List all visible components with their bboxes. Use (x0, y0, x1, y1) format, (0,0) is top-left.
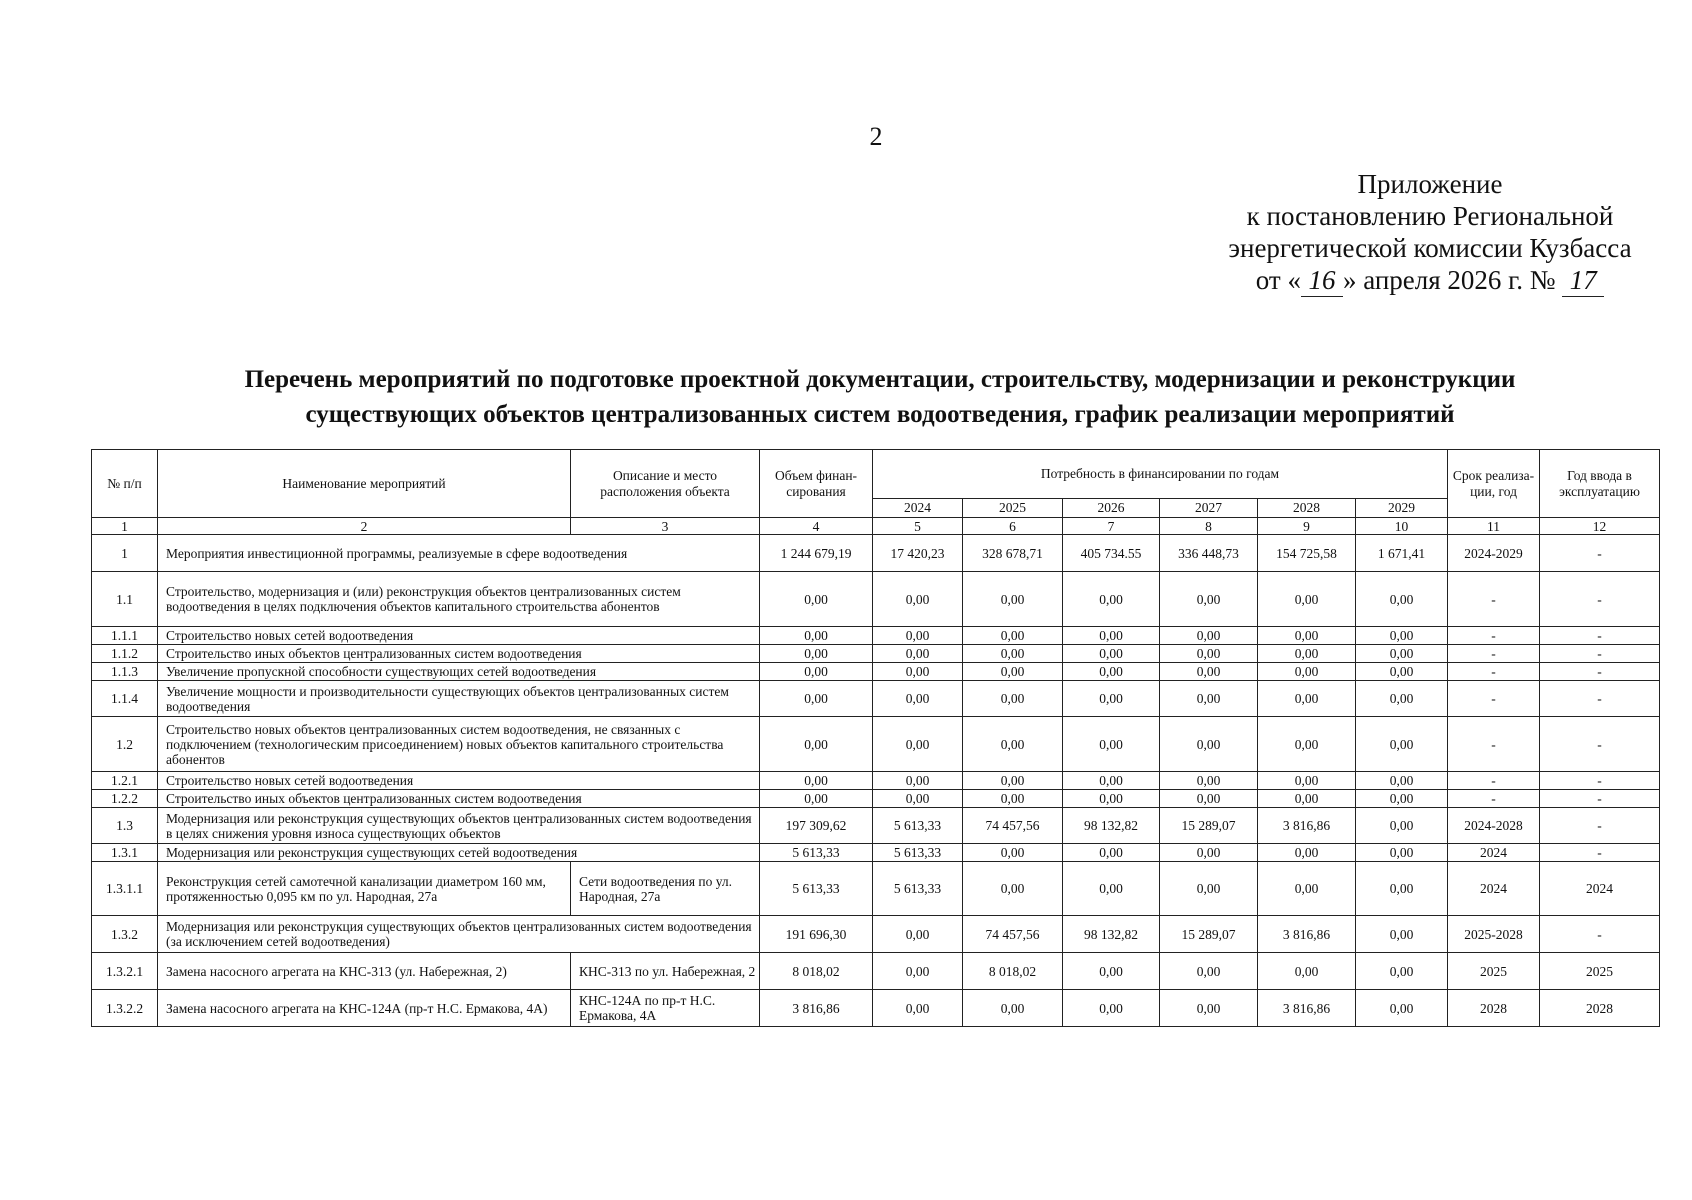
column-number-cell: 1 (92, 518, 158, 535)
table-row (92, 808, 1660, 844)
header-term: Срок реализа-ции, год (1448, 450, 1540, 518)
header-description: Описание и место расположения объекта (571, 450, 760, 518)
column-number-cell: 3 (571, 518, 760, 535)
year-financing-cell: 0,00 (1356, 645, 1448, 663)
financing-volume-cell: 0,00 (760, 663, 873, 681)
year-financing-cell: 0,00 (1258, 645, 1356, 663)
commission-year-cell: - (1540, 916, 1660, 953)
year-financing-cell: 0,00 (963, 681, 1063, 717)
year-financing-cell: 0,00 (873, 953, 963, 990)
commission-year-cell: - (1540, 790, 1660, 808)
year-financing-cell: 5 613,33 (873, 808, 963, 844)
year-financing-cell: 0,00 (1063, 990, 1160, 1027)
year-financing-cell: 0,00 (1160, 790, 1258, 808)
measure-name-cell: Строительство иных объектов централизованных систем водоотведения (158, 645, 760, 663)
table-row (92, 953, 1660, 990)
implementation-term-cell: 2028 (1448, 990, 1540, 1027)
implementation-term-cell: 2024-2029 (1448, 535, 1540, 572)
column-number-cell: 8 (1160, 518, 1258, 535)
year-financing-cell: 0,00 (963, 663, 1063, 681)
table-row (92, 790, 1660, 808)
title-line-2: существующих объектов централизованных систем водоотведения, график реализации мероприятий (305, 401, 1455, 428)
year-financing-cell: 98 132,82 (1063, 916, 1160, 953)
row-number-cell: 1.2.1 (92, 772, 158, 790)
column-number-cell: 4 (760, 518, 873, 535)
year-financing-cell: 98 132,82 (1063, 808, 1160, 844)
year-financing-cell: 0,00 (1160, 772, 1258, 790)
object-description-cell: КНС-124А по пр-т Н.С. Ермакова, 4А (571, 990, 760, 1027)
page-number: 2 (869, 122, 883, 151)
column-number-cell: 7 (1063, 518, 1160, 535)
row-number-cell: 1.1.2 (92, 645, 158, 663)
commission-year-cell: - (1540, 535, 1660, 572)
measure-name-cell: Мероприятия инвестиционной программы, реализуемые в сфере водоотведения (158, 535, 760, 572)
year-financing-cell: 0,00 (873, 717, 963, 772)
year-financing-cell: 0,00 (1258, 717, 1356, 772)
table-row (92, 772, 1660, 790)
year-financing-cell: 0,00 (1258, 862, 1356, 916)
implementation-term-cell: 2024 (1448, 844, 1540, 862)
year-financing-cell: 0,00 (1063, 862, 1160, 916)
year-financing-cell: 405 734.55 (1063, 535, 1160, 572)
column-number-cell: 9 (1258, 518, 1356, 535)
financing-volume-cell: 197 309,62 (760, 808, 873, 844)
year-financing-cell: 0,00 (873, 663, 963, 681)
financing-volume-cell: 1 244 679,19 (760, 535, 873, 572)
year-financing-cell: 0,00 (1160, 862, 1258, 916)
financing-volume-cell: 5 613,33 (760, 862, 873, 916)
commission-year-cell: 2028 (1540, 990, 1660, 1027)
year-financing-cell: 0,00 (1160, 663, 1258, 681)
financing-volume-cell: 0,00 (760, 645, 873, 663)
year-financing-cell: 0,00 (1258, 844, 1356, 862)
year-financing-cell: 0,00 (1063, 627, 1160, 645)
year-financing-cell: 0,00 (1356, 844, 1448, 862)
year-financing-cell: 0,00 (963, 844, 1063, 862)
header-year: 2029 (1356, 499, 1448, 518)
implementation-term-cell: - (1448, 572, 1540, 627)
row-number-cell: 1.2.2 (92, 790, 158, 808)
measure-name-cell: Строительство иных объектов централизованных систем водоотведения (158, 790, 760, 808)
year-financing-cell: 0,00 (1160, 645, 1258, 663)
year-financing-cell: 3 816,86 (1258, 808, 1356, 844)
year-financing-cell: 0,00 (1258, 790, 1356, 808)
row-number-cell: 1.3.2 (92, 916, 158, 953)
date-mid: » апреля 2026 г. № (1342, 265, 1556, 295)
row-number-cell: 1.1.3 (92, 663, 158, 681)
header-year: 2024 (873, 499, 963, 518)
measures-table (91, 449, 1660, 1027)
year-financing-cell: 74 457,56 (963, 808, 1063, 844)
handwritten-number: 17 (1562, 264, 1604, 297)
year-financing-cell: 3 816,86 (1258, 990, 1356, 1027)
table-row (92, 663, 1660, 681)
appendix-block (1200, 168, 1660, 297)
financing-volume-cell: 0,00 (760, 717, 873, 772)
measure-name-cell: Строительство новых сетей водоотведения (158, 772, 760, 790)
year-financing-cell: 1 671,41 (1356, 535, 1448, 572)
year-financing-cell: 0,00 (963, 627, 1063, 645)
row-number-cell: 1.3.1.1 (92, 862, 158, 916)
financing-volume-cell: 0,00 (760, 627, 873, 645)
table-row (92, 990, 1660, 1027)
year-financing-cell: 8 018,02 (963, 953, 1063, 990)
year-financing-cell: 0,00 (1356, 953, 1448, 990)
column-number-cell: 11 (1448, 518, 1540, 535)
commission-year-cell: - (1540, 645, 1660, 663)
header-year: 2028 (1258, 499, 1356, 518)
appendix-date-line (1200, 264, 1660, 297)
year-financing-cell: 0,00 (873, 572, 963, 627)
financing-volume-cell: 0,00 (760, 772, 873, 790)
year-financing-cell: 0,00 (873, 645, 963, 663)
financing-volume-cell: 0,00 (760, 790, 873, 808)
year-financing-cell: 0,00 (1356, 681, 1448, 717)
year-financing-cell: 0,00 (1258, 627, 1356, 645)
row-number-cell: 1.1.4 (92, 681, 158, 717)
column-number-cell: 12 (1540, 518, 1660, 535)
year-financing-cell: 0,00 (1356, 990, 1448, 1027)
year-financing-cell: 0,00 (1063, 790, 1160, 808)
column-number-row (92, 518, 1660, 535)
year-financing-cell: 0,00 (1063, 953, 1160, 990)
table-row (92, 627, 1660, 645)
year-financing-cell: 0,00 (873, 990, 963, 1027)
year-financing-cell: 0,00 (873, 772, 963, 790)
implementation-term-cell: - (1448, 681, 1540, 717)
commission-year-cell: 2024 (1540, 862, 1660, 916)
commission-year-cell: - (1540, 772, 1660, 790)
year-financing-cell: 0,00 (1356, 627, 1448, 645)
implementation-term-cell: - (1448, 627, 1540, 645)
year-financing-cell: 0,00 (873, 790, 963, 808)
date-prefix: от « (1255, 265, 1301, 295)
year-financing-cell: 0,00 (1258, 663, 1356, 681)
measure-name-cell: Строительство новых сетей водоотведения (158, 627, 760, 645)
table-row (92, 844, 1660, 862)
header-name: Наименование мероприятий (158, 450, 571, 518)
measure-name-cell: Реконструкция сетей самотечной канализации диаметром 160 мм, протяженностью 0,095 км по ул. Народная, 27а (158, 862, 571, 916)
year-financing-cell: 3 816,86 (1258, 916, 1356, 953)
commission-year-cell: - (1540, 572, 1660, 627)
year-financing-cell: 336 448,73 (1160, 535, 1258, 572)
year-financing-cell: 17 420,23 (873, 535, 963, 572)
year-financing-cell: 0,00 (1356, 717, 1448, 772)
year-financing-cell: 0,00 (1356, 916, 1448, 953)
header-volume: Объем финан-сирования (760, 450, 873, 518)
header-commission-year: Год ввода в эксплуатацию (1540, 450, 1660, 518)
measure-name-cell: Строительство, модернизация и (или) реконструкция объектов централизованных систем водоотведения в целях подключения объектов капитального строительства абонентов (158, 572, 760, 627)
header-no: № п/п (92, 450, 158, 518)
row-number-cell: 1.3.1 (92, 844, 158, 862)
year-financing-cell: 0,00 (963, 717, 1063, 772)
year-financing-cell: 0,00 (963, 790, 1063, 808)
row-number-cell: 1.3 (92, 808, 158, 844)
measure-name-cell: Замена насосного агрегата на КНС-313 (ул. Набережная, 2) (158, 953, 571, 990)
measure-name-cell: Модернизация или реконструкция существующих объектов централизованных систем водоотведения в целях снижения уровня износа существующих объектов (158, 808, 760, 844)
column-number-cell: 2 (158, 518, 571, 535)
year-financing-cell: 0,00 (1063, 772, 1160, 790)
table-row (92, 535, 1660, 572)
year-financing-cell: 0,00 (1356, 772, 1448, 790)
implementation-term-cell: 2025-2028 (1448, 916, 1540, 953)
year-financing-cell: 0,00 (963, 572, 1063, 627)
handwritten-day: 16 (1301, 264, 1343, 297)
financing-volume-cell: 8 018,02 (760, 953, 873, 990)
implementation-term-cell: - (1448, 790, 1540, 808)
commission-year-cell: - (1540, 808, 1660, 844)
table-row (92, 681, 1660, 717)
measure-name-cell: Строительство новых объектов централизованных систем водоотведения, не связанных с подключением (технологическим присоединением) новых объектов капитального строительства абонентов (158, 717, 760, 772)
measure-name-cell: Увеличение мощности и производительности существующих объектов централизованных систем водоотведения (158, 681, 760, 717)
year-financing-cell: 0,00 (1063, 663, 1160, 681)
column-number-cell: 10 (1356, 518, 1448, 535)
column-number-cell: 5 (873, 518, 963, 535)
commission-year-cell: 2025 (1540, 953, 1660, 990)
row-number-cell: 1.3.2.2 (92, 990, 158, 1027)
year-financing-cell: 0,00 (1063, 681, 1160, 717)
commission-year-cell: - (1540, 717, 1660, 772)
year-financing-cell: 154 725,58 (1258, 535, 1356, 572)
measure-name-cell: Модернизация или реконструкция существующих сетей водоотведения (158, 844, 760, 862)
header-year: 2026 (1063, 499, 1160, 518)
implementation-term-cell: 2024-2028 (1448, 808, 1540, 844)
year-financing-cell: 15 289,07 (1160, 916, 1258, 953)
implementation-term-cell: 2024 (1448, 862, 1540, 916)
year-financing-cell: 0,00 (1356, 790, 1448, 808)
commission-year-cell: - (1540, 681, 1660, 717)
commission-year-cell: - (1540, 663, 1660, 681)
measure-name-cell: Модернизация или реконструкция существующих объектов централизованных систем водоотведения (за исключением сетей водоотведения) (158, 916, 760, 953)
year-financing-cell: 5 613,33 (873, 862, 963, 916)
year-financing-cell: 0,00 (873, 681, 963, 717)
year-financing-cell: 0,00 (1160, 717, 1258, 772)
year-financing-cell: 0,00 (1258, 953, 1356, 990)
measure-name-cell: Замена насосного агрегата на КНС-124А (пр-т Н.С. Ермакова, 4А) (158, 990, 571, 1027)
year-financing-cell: 0,00 (1063, 572, 1160, 627)
table-row (92, 572, 1660, 627)
object-description-cell: КНС-313 по ул. Набережная, 2 (571, 953, 760, 990)
financing-volume-cell: 0,00 (760, 681, 873, 717)
year-financing-cell: 0,00 (1258, 681, 1356, 717)
year-financing-cell: 0,00 (1160, 990, 1258, 1027)
row-number-cell: 1.3.2.1 (92, 953, 158, 990)
implementation-term-cell: - (1448, 663, 1540, 681)
header-financing-need: Потребность в финансировании по годам (873, 450, 1448, 499)
year-financing-cell: 0,00 (1063, 645, 1160, 663)
financing-volume-cell: 5 613,33 (760, 844, 873, 862)
year-financing-cell: 0,00 (1160, 844, 1258, 862)
row-number-cell: 1.1 (92, 572, 158, 627)
table-row (92, 645, 1660, 663)
table-row (92, 717, 1660, 772)
year-financing-cell: 0,00 (1160, 572, 1258, 627)
table-row (92, 862, 1660, 916)
commission-year-cell: - (1540, 844, 1660, 862)
appendix-title: Приложение (1357, 169, 1503, 199)
commission-year-cell: - (1540, 627, 1660, 645)
table-body (92, 535, 1660, 1027)
year-financing-cell: 74 457,56 (963, 916, 1063, 953)
year-financing-cell: 0,00 (1356, 663, 1448, 681)
year-financing-cell: 0,00 (1356, 862, 1448, 916)
year-financing-cell: 0,00 (1356, 572, 1448, 627)
year-financing-cell: 0,00 (1258, 572, 1356, 627)
year-financing-cell: 0,00 (963, 862, 1063, 916)
implementation-term-cell: 2025 (1448, 953, 1540, 990)
header-year: 2025 (963, 499, 1063, 518)
year-financing-cell: 15 289,07 (1160, 808, 1258, 844)
financing-volume-cell: 0,00 (760, 572, 873, 627)
financing-volume-cell: 191 696,30 (760, 916, 873, 953)
year-financing-cell: 328 678,71 (963, 535, 1063, 572)
year-financing-cell: 0,00 (1356, 808, 1448, 844)
year-financing-cell: 0,00 (1160, 627, 1258, 645)
year-financing-cell: 0,00 (1160, 953, 1258, 990)
row-number-cell: 1.2 (92, 717, 158, 772)
measure-name-cell: Увеличение пропускной способности существующих сетей водоотведения (158, 663, 760, 681)
document-title (90, 362, 1670, 432)
year-financing-cell: 5 613,33 (873, 844, 963, 862)
year-financing-cell: 0,00 (1160, 681, 1258, 717)
implementation-term-cell: - (1448, 645, 1540, 663)
financing-volume-cell: 3 816,86 (760, 990, 873, 1027)
year-financing-cell: 0,00 (1258, 772, 1356, 790)
table-row (92, 916, 1660, 953)
implementation-term-cell: - (1448, 717, 1540, 772)
year-financing-cell: 0,00 (963, 645, 1063, 663)
year-financing-cell: 0,00 (963, 990, 1063, 1027)
appendix-line-3: энергетической комиссии Кузбасса (1228, 233, 1632, 263)
column-number-cell: 6 (963, 518, 1063, 535)
appendix-line-2: к постановлению Региональной (1246, 201, 1614, 231)
header-year: 2027 (1160, 499, 1258, 518)
implementation-term-cell: - (1448, 772, 1540, 790)
year-financing-cell: 0,00 (1063, 717, 1160, 772)
object-description-cell: Сети водоотведения по ул. Народная, 27а (571, 862, 760, 916)
year-financing-cell: 0,00 (1063, 844, 1160, 862)
year-financing-cell: 0,00 (873, 916, 963, 953)
row-number-cell: 1.1.1 (92, 627, 158, 645)
row-number-cell: 1 (92, 535, 158, 572)
year-financing-cell: 0,00 (963, 772, 1063, 790)
title-line-1: Перечень мероприятий по подготовке проектной документации, строительству, модернизации и реконструкции (244, 366, 1516, 393)
year-financing-cell: 0,00 (873, 627, 963, 645)
